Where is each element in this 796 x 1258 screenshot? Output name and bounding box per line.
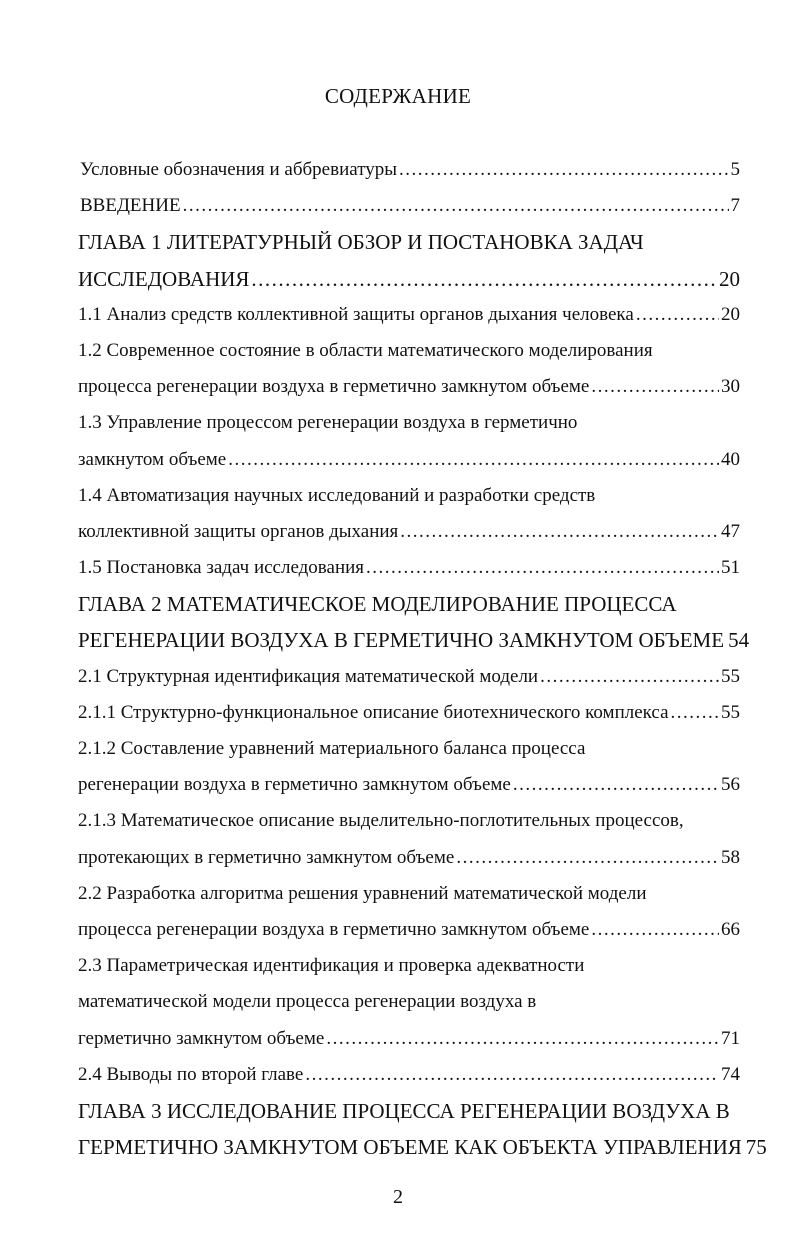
toc-entry-text: регенерации воздуха в герметично замкнутом объеме (78, 774, 511, 796)
toc-line (78, 333, 740, 369)
toc-page-number: 5 (730, 159, 740, 180)
toc-entry-text: 2.3 Параметрическая идентификация и проверка адекватности (78, 955, 585, 977)
toc-page-number: 47 (721, 520, 740, 542)
toc-page-number: 30 (721, 376, 740, 398)
toc-entry-text: 1.1 Анализ средств коллективной защиты органов дыхания человека (78, 303, 634, 325)
toc-page-number: 54 (728, 628, 750, 653)
toc-leader-dots (228, 442, 719, 478)
toc-page-number: 40 (721, 448, 740, 470)
toc-chapter-line (78, 1093, 740, 1129)
toc-leader-dots (636, 297, 719, 333)
toc-line (78, 297, 740, 333)
toc-chapter-line (78, 261, 740, 297)
toc-line (78, 840, 740, 876)
toc-line (78, 984, 740, 1020)
toc-line (78, 767, 740, 803)
toc-line (78, 478, 740, 514)
toc-entry-text: 1.2 Современное состояние в области математического моделирования (78, 339, 653, 361)
toc-leader-dots (400, 514, 719, 550)
toc-leader-dots (399, 152, 728, 188)
toc-line (78, 912, 740, 948)
table-of-contents (78, 152, 767, 1165)
toc-chapter-line (78, 1129, 767, 1165)
toc-entry-text: 2.1.1 Структурно-функциональное описание биотехнического комплекса (78, 701, 669, 723)
page-number: 2 (393, 1186, 403, 1208)
toc-line (78, 803, 740, 839)
toc-entry-text: герметично замкнутом объеме (78, 1027, 325, 1049)
toc-entry-text: ИССЛЕДОВАНИЯ (78, 266, 250, 291)
toc-leader-dots (456, 840, 719, 876)
toc-leader-dots (591, 369, 719, 405)
toc-entry-text: 2.1 Структурная идентификация математической модели (78, 665, 539, 687)
toc-page-number: 55 (721, 701, 740, 723)
toc-leader-dots (251, 261, 717, 297)
toc-entry-text: 2.1.2 Составление уравнений материального баланса процесса (78, 738, 586, 759)
toc-leader-dots (591, 912, 719, 948)
toc-entry-text: Условные обозначения и аббревиатуры (80, 159, 398, 180)
toc-leader-dots (305, 1057, 719, 1093)
toc-page-number: 75 (745, 1135, 767, 1160)
toc-entry-text: 1.3 Управление процессом регенерации воздуха в герметично (78, 412, 578, 434)
toc-leader-dots (326, 1021, 719, 1057)
toc-leader-dots (540, 659, 719, 695)
toc-line (78, 876, 740, 912)
toc-page-number: 74 (721, 1063, 740, 1085)
toc-leader-dots (366, 550, 719, 586)
toc-entry-text: замкнутом объеме (78, 448, 227, 470)
toc-line (78, 731, 740, 767)
toc-line (78, 152, 740, 188)
toc-entry-text: ВВЕДЕНИЕ (80, 195, 181, 217)
toc-leader-dots (183, 188, 729, 224)
toc-chapter-line (78, 224, 740, 260)
toc-entry-text: 2.1.3 Математическое описание выделительно-поглотительных процессов, (78, 810, 684, 832)
toc-page-number: 58 (721, 846, 740, 868)
toc-line (78, 550, 740, 586)
toc-line (78, 405, 740, 441)
toc-line (78, 369, 740, 405)
page-title: СОДЕРЖАНИЕ (324, 84, 472, 108)
toc-line (78, 659, 740, 695)
toc-line (78, 1057, 740, 1093)
toc-entry-text: процесса регенерации воздуха в герметично замкнутом объеме (78, 918, 590, 940)
toc-entry-text: 2.2 Разработка алгоритма решения уравнений математической модели (78, 882, 647, 904)
toc-line (78, 188, 740, 224)
toc-entry-text: процесса регенерации воздуха в герметично замкнутом объеме (78, 376, 590, 398)
toc-leader-dots (671, 695, 719, 731)
toc-page-number: 66 (721, 918, 740, 940)
toc-chapter-line (78, 622, 750, 658)
toc-page-number: 51 (721, 557, 740, 579)
toc-page-number: 56 (721, 774, 740, 796)
toc-page-number: 55 (721, 665, 740, 687)
toc-line (78, 442, 740, 478)
toc-entry-text: ГЛАВА 1 ЛИТЕРАТУРНЫЙ ОБЗОР И ПОСТАНОВКА ЗАДАЧ (78, 230, 644, 255)
toc-page-number: 71 (721, 1027, 740, 1049)
toc-line (78, 514, 740, 550)
toc-entry-text: математической модели процесса регенерации воздуха в (78, 991, 537, 1013)
toc-chapter-line (78, 586, 740, 622)
toc-entry-text: ГЛАВА 3 ИССЛЕДОВАНИЕ ПРОЦЕССА РЕГЕНЕРАЦИИ ВОЗДУХА В (78, 1098, 730, 1123)
toc-leader-dots (513, 767, 719, 803)
toc-entry-text: 1.4 Автоматизация научных исследований и разработки средств (78, 484, 596, 506)
toc-entry-text: 1.5 Постановка задач исследования (78, 557, 365, 579)
toc-page-number: 7 (730, 195, 740, 217)
toc-entry-text: 2.4 Выводы по второй главе (78, 1063, 304, 1085)
toc-line (78, 948, 740, 984)
toc-page-number: 20 (719, 266, 740, 291)
toc-entry-text: РЕГЕНЕРАЦИИ ВОЗДУХА В ГЕРМЕТИЧНО ЗАМКНУТОМ ОБЪЕМЕ (78, 628, 725, 653)
toc-line (78, 695, 740, 731)
toc-entry-text: протекающих в герметично замкнутом объеме (78, 846, 455, 868)
toc-line (78, 1021, 740, 1057)
toc-page-number: 20 (721, 303, 740, 325)
toc-entry-text: ГЛАВА 2 МАТЕМАТИЧЕСКОЕ МОДЕЛИРОВАНИЕ ПРОЦЕССА (78, 592, 677, 617)
toc-entry-text: коллективной защиты органов дыхания (78, 520, 399, 542)
toc-entry-text: ГЕРМЕТИЧНО ЗАМКНУТОМ ОБЪЕМЕ КАК ОБЪЕКТА УПРАВЛЕНИЯ (78, 1135, 742, 1160)
